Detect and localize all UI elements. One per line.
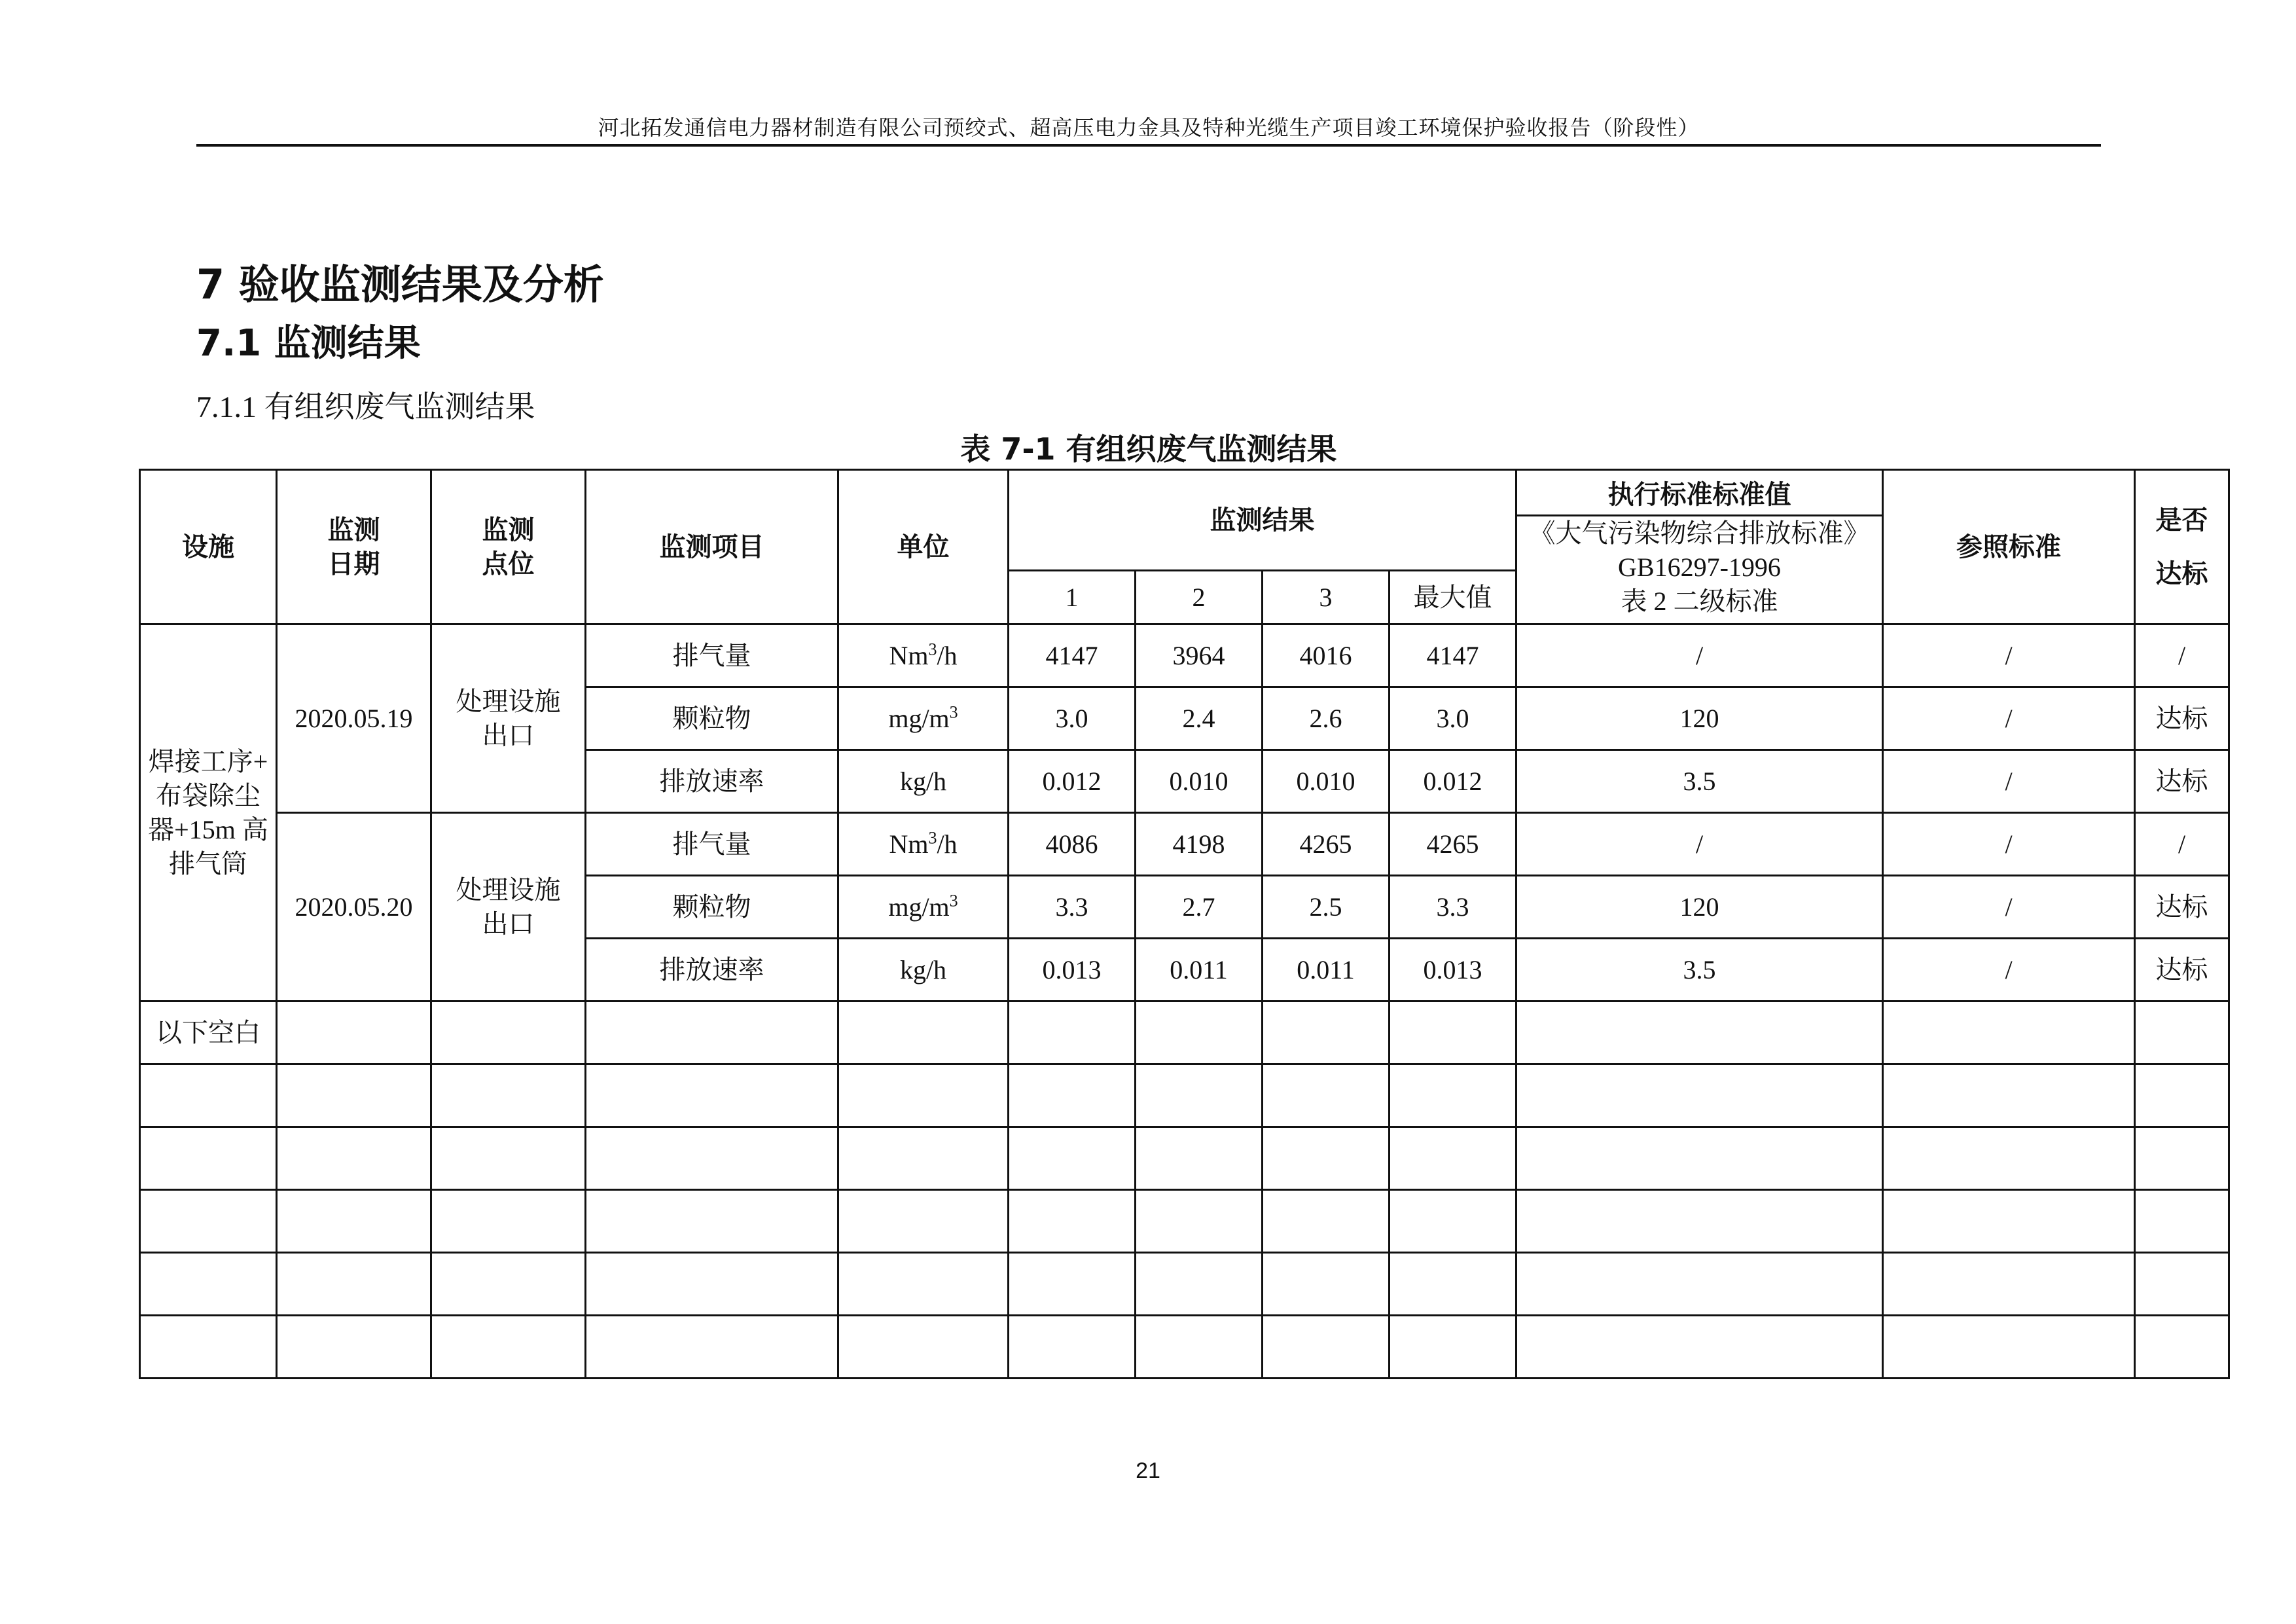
header-point-line1: 监测 [482, 514, 535, 545]
unit-cell [838, 687, 1009, 750]
empty-cell [1883, 1190, 2135, 1253]
compliant-cell: / [2135, 624, 2229, 687]
empty-cell [838, 1190, 1009, 1253]
empty-cell [1009, 1316, 1136, 1379]
item-cell: 排放速率 [586, 750, 838, 813]
standard-cell: 3.5 [1516, 750, 1883, 813]
run-2-cell: 4198 [1136, 813, 1263, 876]
compliant-cell: 达标 [2135, 687, 2229, 750]
empty-cell [2135, 1001, 2229, 1064]
facility-cell [140, 624, 277, 1001]
blank-note: 以下空白 [140, 1001, 277, 1064]
empty-cell [277, 1190, 431, 1253]
run-2-cell: 0.010 [1136, 750, 1263, 813]
empty-cell [1390, 1316, 1516, 1379]
empty-cell [1009, 1064, 1136, 1127]
data-body [140, 624, 2229, 1001]
unit-base: Nm [889, 640, 929, 670]
reference-cell: / [1883, 876, 2135, 939]
blank-body [140, 1001, 2229, 1379]
empty-cell [140, 1190, 277, 1253]
compliant-cell: 达标 [2135, 876, 2229, 939]
max-cell: 4147 [1390, 624, 1516, 687]
empty-cell [1883, 1064, 2135, 1127]
page-number: 21 [1136, 1458, 1160, 1483]
unit-superscript: 3 [928, 828, 937, 848]
unit-base: mg/m [888, 703, 950, 733]
empty-cell [140, 1253, 277, 1316]
max-cell: 3.0 [1390, 687, 1516, 750]
header-point [431, 470, 586, 624]
header-results: 监测结果 [1009, 470, 1516, 571]
run-1-cell: 0.013 [1009, 939, 1136, 1001]
max-cell: 3.3 [1390, 876, 1516, 939]
run-2-cell: 2.7 [1136, 876, 1263, 939]
empty-cell [277, 1127, 431, 1190]
unit-tail: /h [937, 829, 958, 859]
empty-cell [1263, 1190, 1390, 1253]
empty-cell [1390, 1190, 1516, 1253]
facility-line: 排气筒 [169, 848, 247, 878]
point-line2: 出口 [482, 909, 535, 939]
item-cell: 排气量 [586, 624, 838, 687]
run-3-cell: 0.010 [1263, 750, 1390, 813]
max-cell: 0.013 [1390, 939, 1516, 1001]
unit-cell [838, 624, 1009, 687]
empty-cell [140, 1127, 277, 1190]
run-1-cell: 3.0 [1009, 687, 1136, 750]
empty-cell [1883, 1253, 2135, 1316]
header-standard-title: 执行标准标准值 [1517, 475, 1882, 516]
point-line1: 处理设施 [456, 686, 561, 716]
unit-base: mg/m [888, 892, 950, 922]
unit-cell [838, 939, 1009, 1001]
reference-cell: / [1883, 939, 2135, 1001]
max-cell: 0.012 [1390, 750, 1516, 813]
unit-superscript: 3 [928, 640, 937, 659]
standard-cell: 3.5 [1516, 939, 1883, 1001]
empty-cell [431, 1064, 586, 1127]
run-1-cell: 0.012 [1009, 750, 1136, 813]
table-row [140, 624, 2229, 687]
blank-row [140, 1190, 2229, 1253]
empty-cell [586, 1064, 838, 1127]
unit-tail: /h [937, 640, 958, 670]
point-line2: 出口 [482, 720, 535, 750]
header-compliant-line2: 达标 [2155, 558, 2208, 589]
point-line1: 处理设施 [456, 875, 561, 905]
empty-cell [431, 1127, 586, 1190]
empty-cell [1263, 1064, 1390, 1127]
empty-cell [586, 1253, 838, 1316]
empty-cell [1009, 1190, 1136, 1253]
empty-cell [277, 1001, 431, 1064]
header-run-3: 3 [1263, 571, 1390, 624]
header-compliant [2135, 470, 2229, 624]
run-3-cell: 2.6 [1263, 687, 1390, 750]
unit-base: Nm [889, 829, 929, 859]
empty-cell [2135, 1064, 2229, 1127]
run-1-cell: 3.3 [1009, 876, 1136, 939]
header-standard-table: 表 2 二级标准 [1621, 586, 1778, 616]
reference-cell: / [1883, 750, 2135, 813]
blank-row [140, 1316, 2229, 1379]
point-cell [431, 624, 586, 813]
run-3-cell: 4265 [1263, 813, 1390, 876]
empty-cell [1009, 1127, 1136, 1190]
facility-line: 布袋除尘 [156, 780, 260, 810]
header-unit: 单位 [838, 470, 1009, 624]
empty-cell [1263, 1253, 1390, 1316]
empty-cell [1136, 1316, 1263, 1379]
empty-cell [586, 1190, 838, 1253]
unit-superscript: 3 [949, 702, 958, 722]
empty-cell [140, 1064, 277, 1127]
blank-row [140, 1253, 2229, 1316]
empty-cell [2135, 1316, 2229, 1379]
empty-cell [431, 1316, 586, 1379]
empty-cell [1883, 1001, 2135, 1064]
table-caption: 表 7-1 有组织废气监测结果 [960, 431, 1337, 467]
reference-cell: / [1883, 624, 2135, 687]
empty-cell [1009, 1001, 1136, 1064]
empty-cell [2135, 1127, 2229, 1190]
facility-line: 器+15m 高 [148, 814, 268, 844]
run-3-cell: 2.5 [1263, 876, 1390, 939]
run-1-cell: 4086 [1009, 813, 1136, 876]
empty-cell [1263, 1127, 1390, 1190]
header-facility: 设施 [140, 470, 277, 624]
unit-superscript: 3 [949, 891, 958, 911]
header-compliant-line1: 是否 [2155, 505, 2208, 535]
header-standard [1516, 470, 1883, 624]
header-run-1: 1 [1009, 571, 1136, 624]
item-cell: 排气量 [586, 813, 838, 876]
empty-cell [838, 1316, 1009, 1379]
unit-cell [838, 750, 1009, 813]
unit-cell [838, 813, 1009, 876]
empty-cell [1390, 1253, 1516, 1316]
empty-cell [1009, 1253, 1136, 1316]
empty-cell [586, 1316, 838, 1379]
max-cell: 4265 [1390, 813, 1516, 876]
run-3-cell: 4016 [1263, 624, 1390, 687]
empty-cell [838, 1064, 1009, 1127]
header-run-2: 2 [1136, 571, 1263, 624]
empty-cell [2135, 1253, 2229, 1316]
run-2-cell: 0.011 [1136, 939, 1263, 1001]
subsection-title: 7.1.1 有组织废气监测结果 [196, 390, 535, 424]
run-1-cell: 4147 [1009, 624, 1136, 687]
empty-cell [277, 1316, 431, 1379]
empty-cell [1516, 1064, 1883, 1127]
table-row [140, 813, 2229, 876]
point-cell [431, 813, 586, 1001]
unit-base: kg/h [899, 766, 947, 796]
run-3-cell: 0.011 [1263, 939, 1390, 1001]
empty-cell [277, 1064, 431, 1127]
item-cell: 颗粒物 [586, 876, 838, 939]
compliant-cell: / [2135, 813, 2229, 876]
reference-cell: / [1883, 813, 2135, 876]
empty-cell [277, 1253, 431, 1316]
date-cell: 2020.05.20 [277, 813, 431, 1001]
results-table [139, 469, 2230, 1379]
blank-row [140, 1001, 2229, 1064]
running-header: 河北拓发通信电力器材制造有限公司预绞式、超高压电力金具及特种光缆生产项目竣工环境保护验收报告（阶段性） [598, 116, 1700, 139]
header-standard-code: GB16297-1996 [1618, 552, 1781, 582]
standard-cell: 120 [1516, 876, 1883, 939]
empty-cell [1136, 1127, 1263, 1190]
compliant-cell: 达标 [2135, 750, 2229, 813]
empty-cell [431, 1253, 586, 1316]
empty-cell [1390, 1127, 1516, 1190]
standard-cell: 120 [1516, 687, 1883, 750]
chapter-title: 7 验收监测结果及分析 [196, 261, 604, 308]
empty-cell [2135, 1190, 2229, 1253]
empty-cell [586, 1127, 838, 1190]
header-date-line1: 监测 [327, 514, 380, 545]
empty-cell [1390, 1064, 1516, 1127]
compliant-cell: 达标 [2135, 939, 2229, 1001]
header-date [277, 470, 431, 624]
empty-cell [838, 1127, 1009, 1190]
empty-cell [1516, 1001, 1883, 1064]
empty-cell [1883, 1127, 2135, 1190]
header-divider [196, 144, 2101, 147]
empty-cell [1263, 1316, 1390, 1379]
header-item: 监测项目 [586, 470, 838, 624]
item-cell: 颗粒物 [586, 687, 838, 750]
empty-cell [1136, 1253, 1263, 1316]
facility-line: 焊接工序+ [148, 746, 268, 776]
standard-cell: / [1516, 624, 1883, 687]
header-row [140, 470, 2229, 571]
empty-cell [1390, 1001, 1516, 1064]
run-2-cell: 2.4 [1136, 687, 1263, 750]
empty-cell [140, 1316, 277, 1379]
empty-cell [1263, 1001, 1390, 1064]
header-standard-name: 《大气污染物综合排放标准》 [1529, 518, 1870, 548]
empty-cell [1516, 1253, 1883, 1316]
empty-cell [1516, 1127, 1883, 1190]
blank-row [140, 1064, 2229, 1127]
empty-cell [431, 1001, 586, 1064]
section-title: 7.1 监测结果 [196, 322, 421, 365]
header-max: 最大值 [1390, 571, 1516, 624]
header-date-line2: 日期 [327, 549, 380, 579]
header-point-line2: 点位 [482, 549, 535, 579]
empty-cell [1516, 1316, 1883, 1379]
run-2-cell: 3964 [1136, 624, 1263, 687]
empty-cell [1136, 1190, 1263, 1253]
item-cell: 排放速率 [586, 939, 838, 1001]
empty-cell [1136, 1064, 1263, 1127]
empty-cell [1136, 1001, 1263, 1064]
unit-base: kg/h [899, 954, 947, 984]
reference-cell: / [1883, 687, 2135, 750]
empty-cell [838, 1253, 1009, 1316]
date-cell: 2020.05.19 [277, 624, 431, 813]
empty-cell [838, 1001, 1009, 1064]
unit-cell [838, 876, 1009, 939]
empty-cell [1883, 1316, 2135, 1379]
empty-cell [431, 1190, 586, 1253]
empty-cell [1516, 1190, 1883, 1253]
blank-row [140, 1127, 2229, 1190]
header-reference: 参照标准 [1883, 470, 2135, 624]
standard-cell: / [1516, 813, 1883, 876]
empty-cell [586, 1001, 838, 1064]
